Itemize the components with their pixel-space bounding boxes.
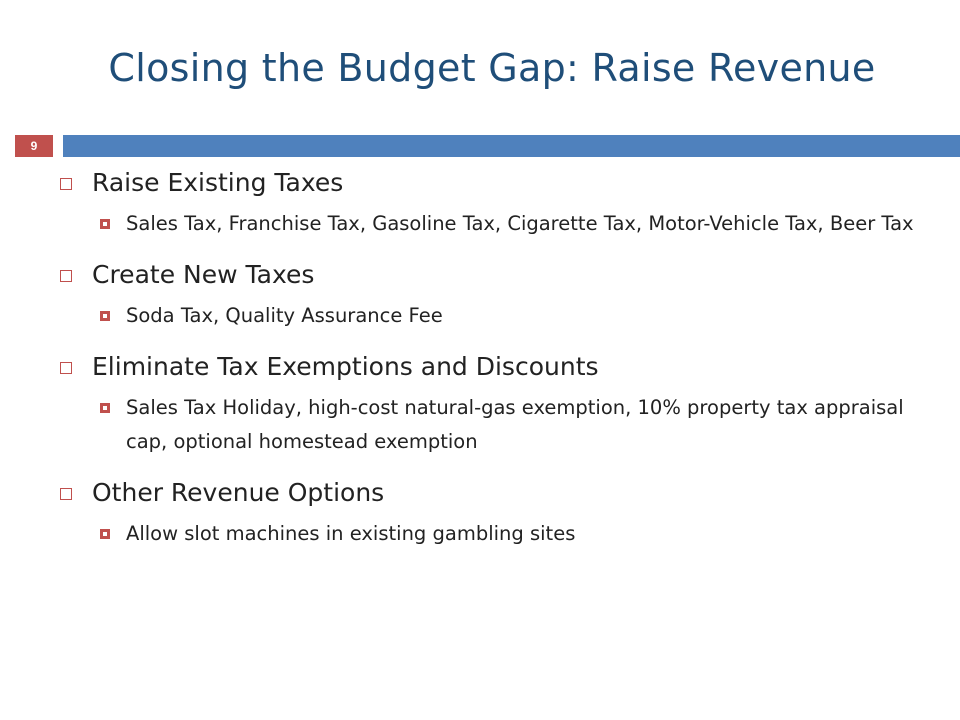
slide-number-badge [15, 135, 53, 157]
filled-square-bullet-icon [100, 529, 110, 539]
bullet-heading: Raise Existing Taxes [92, 168, 344, 197]
bullet-heading: Other Revenue Options [92, 478, 385, 507]
bullet-heading: Eliminate Tax Exemptions and Discounts [92, 352, 599, 381]
hollow-square-bullet-icon [60, 270, 72, 282]
sub-bullet [100, 207, 940, 241]
hollow-square-bullet-icon [60, 362, 72, 374]
sub-bullet-text: Sales Tax Holiday, high-cost natural-gas exemption, 10% property tax appraisal cap, optional homestead exemption [126, 396, 904, 453]
bullet-other-revenue-options [60, 475, 940, 511]
hollow-square-bullet-icon [60, 488, 72, 500]
sub-bullet-text: Sales Tax, Franchise Tax, Gasoline Tax, Cigarette Tax, Motor-Vehicle Tax, Beer Tax [126, 212, 914, 235]
bullet-list [60, 165, 940, 551]
bullet-raise-existing-taxes [60, 165, 940, 201]
filled-square-bullet-icon [100, 403, 110, 413]
sub-bullet [100, 299, 940, 333]
hollow-square-bullet-icon [60, 178, 72, 190]
sub-bullet-text: Allow slot machines in existing gambling sites [126, 522, 576, 545]
sub-bullet-text: Soda Tax, Quality Assurance Fee [126, 304, 443, 327]
bullet-eliminate-exemptions [60, 349, 940, 385]
sub-bullet [100, 391, 940, 459]
bullet-heading: Create New Taxes [92, 260, 315, 289]
sub-bullet [100, 517, 940, 551]
filled-square-bullet-icon [100, 219, 110, 229]
slide-title: Closing the Budget Gap: Raise Revenue [108, 46, 876, 90]
filled-square-bullet-icon [100, 311, 110, 321]
slide-number: 9 [30, 139, 38, 153]
title-bar [63, 135, 960, 157]
bullet-create-new-taxes [60, 257, 940, 293]
